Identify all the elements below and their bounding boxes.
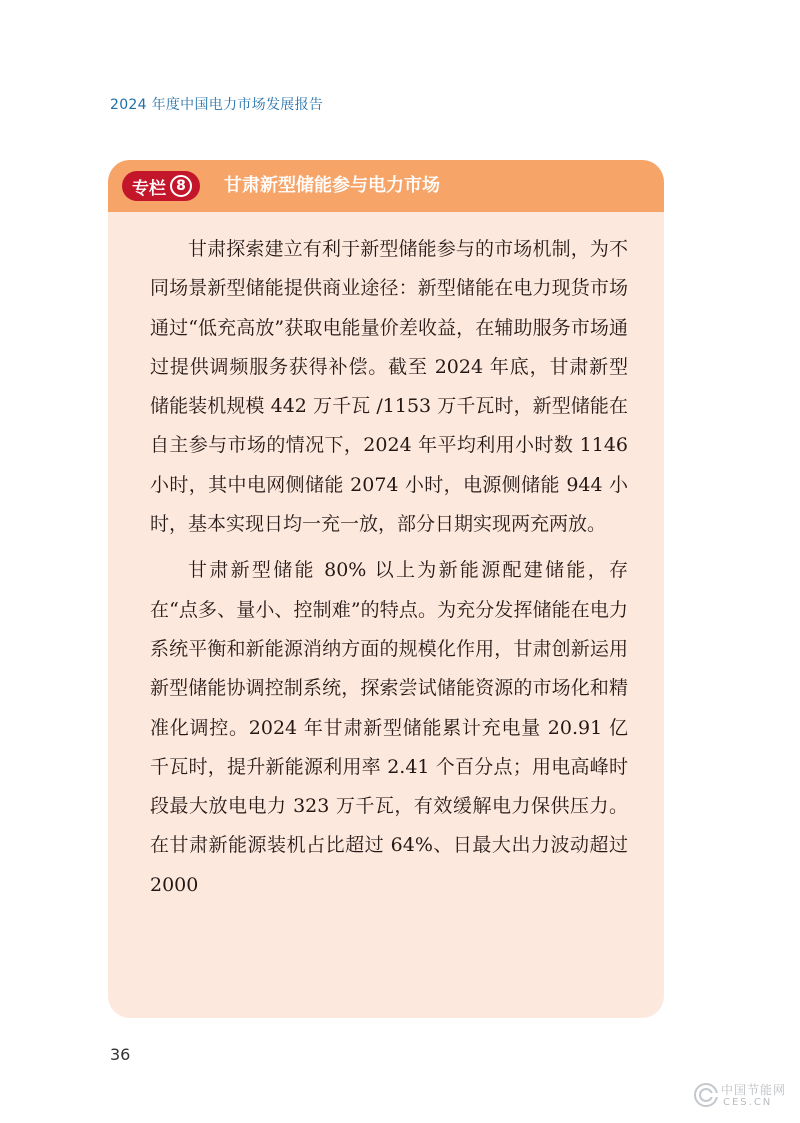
column-paragraph-1: 甘肃探索建立有利于新型储能参与的市场机制，为不同场景新型储能提供商业途径：新型储能在电力现货市场通过“低充高放”获取电能量价差收益，在辅助服务市场通过提供调频服务获得补偿。截至 2024 年底，甘肃新型储能装机规模 442 万千瓦 /1153 万千瓦时，新型储能在自主参与市场的情况下，2024 年平均利用小时数 1146 小时，其中电网侧储能 2074 小时，电源侧储能 944 小时，基本实现日均一充一放，部分日期实现两充两放。 xyxy=(150,238,628,536)
column-title: 甘肃新型储能参与电力市场 xyxy=(224,175,440,196)
watermark xyxy=(693,1078,797,1112)
column-body xyxy=(150,230,628,912)
column-badge-label: 专栏 xyxy=(132,178,166,199)
watermark-domain: CES.CN xyxy=(723,1097,773,1108)
column-badge-number: 8 xyxy=(170,175,192,197)
column-box xyxy=(108,160,664,1018)
watermark-logo-icon xyxy=(693,1082,719,1108)
column-badge xyxy=(122,171,200,201)
watermark-name: 中国节能网 xyxy=(721,1083,787,1097)
column-header-bar xyxy=(108,160,664,212)
column-paragraph-2: 甘肃新型储能 80% 以上为新能源配建储能，存在“点多、量小、控制难”的特点。为充分发挥储能在电力系统平衡和新能源消纳方面的规模化作用，甘肃创新运用新型储能协调控制系统，探索尝试储能资源的市场化和精准化调控。2024 年甘肃新型储能累计充电量 20.91 亿千瓦时，提升新能源利用率 2.41 个百分点；用电高峰时段最大放电电力 323 万千瓦，有效缓解电力保供压力。在甘肃新能源装机占比超过 64%、日最大出力波动超过 2000 xyxy=(150,559,628,896)
running-header: 2024 年度中国电力市场发展报告 xyxy=(110,97,324,113)
page-number: 36 xyxy=(110,1045,131,1064)
